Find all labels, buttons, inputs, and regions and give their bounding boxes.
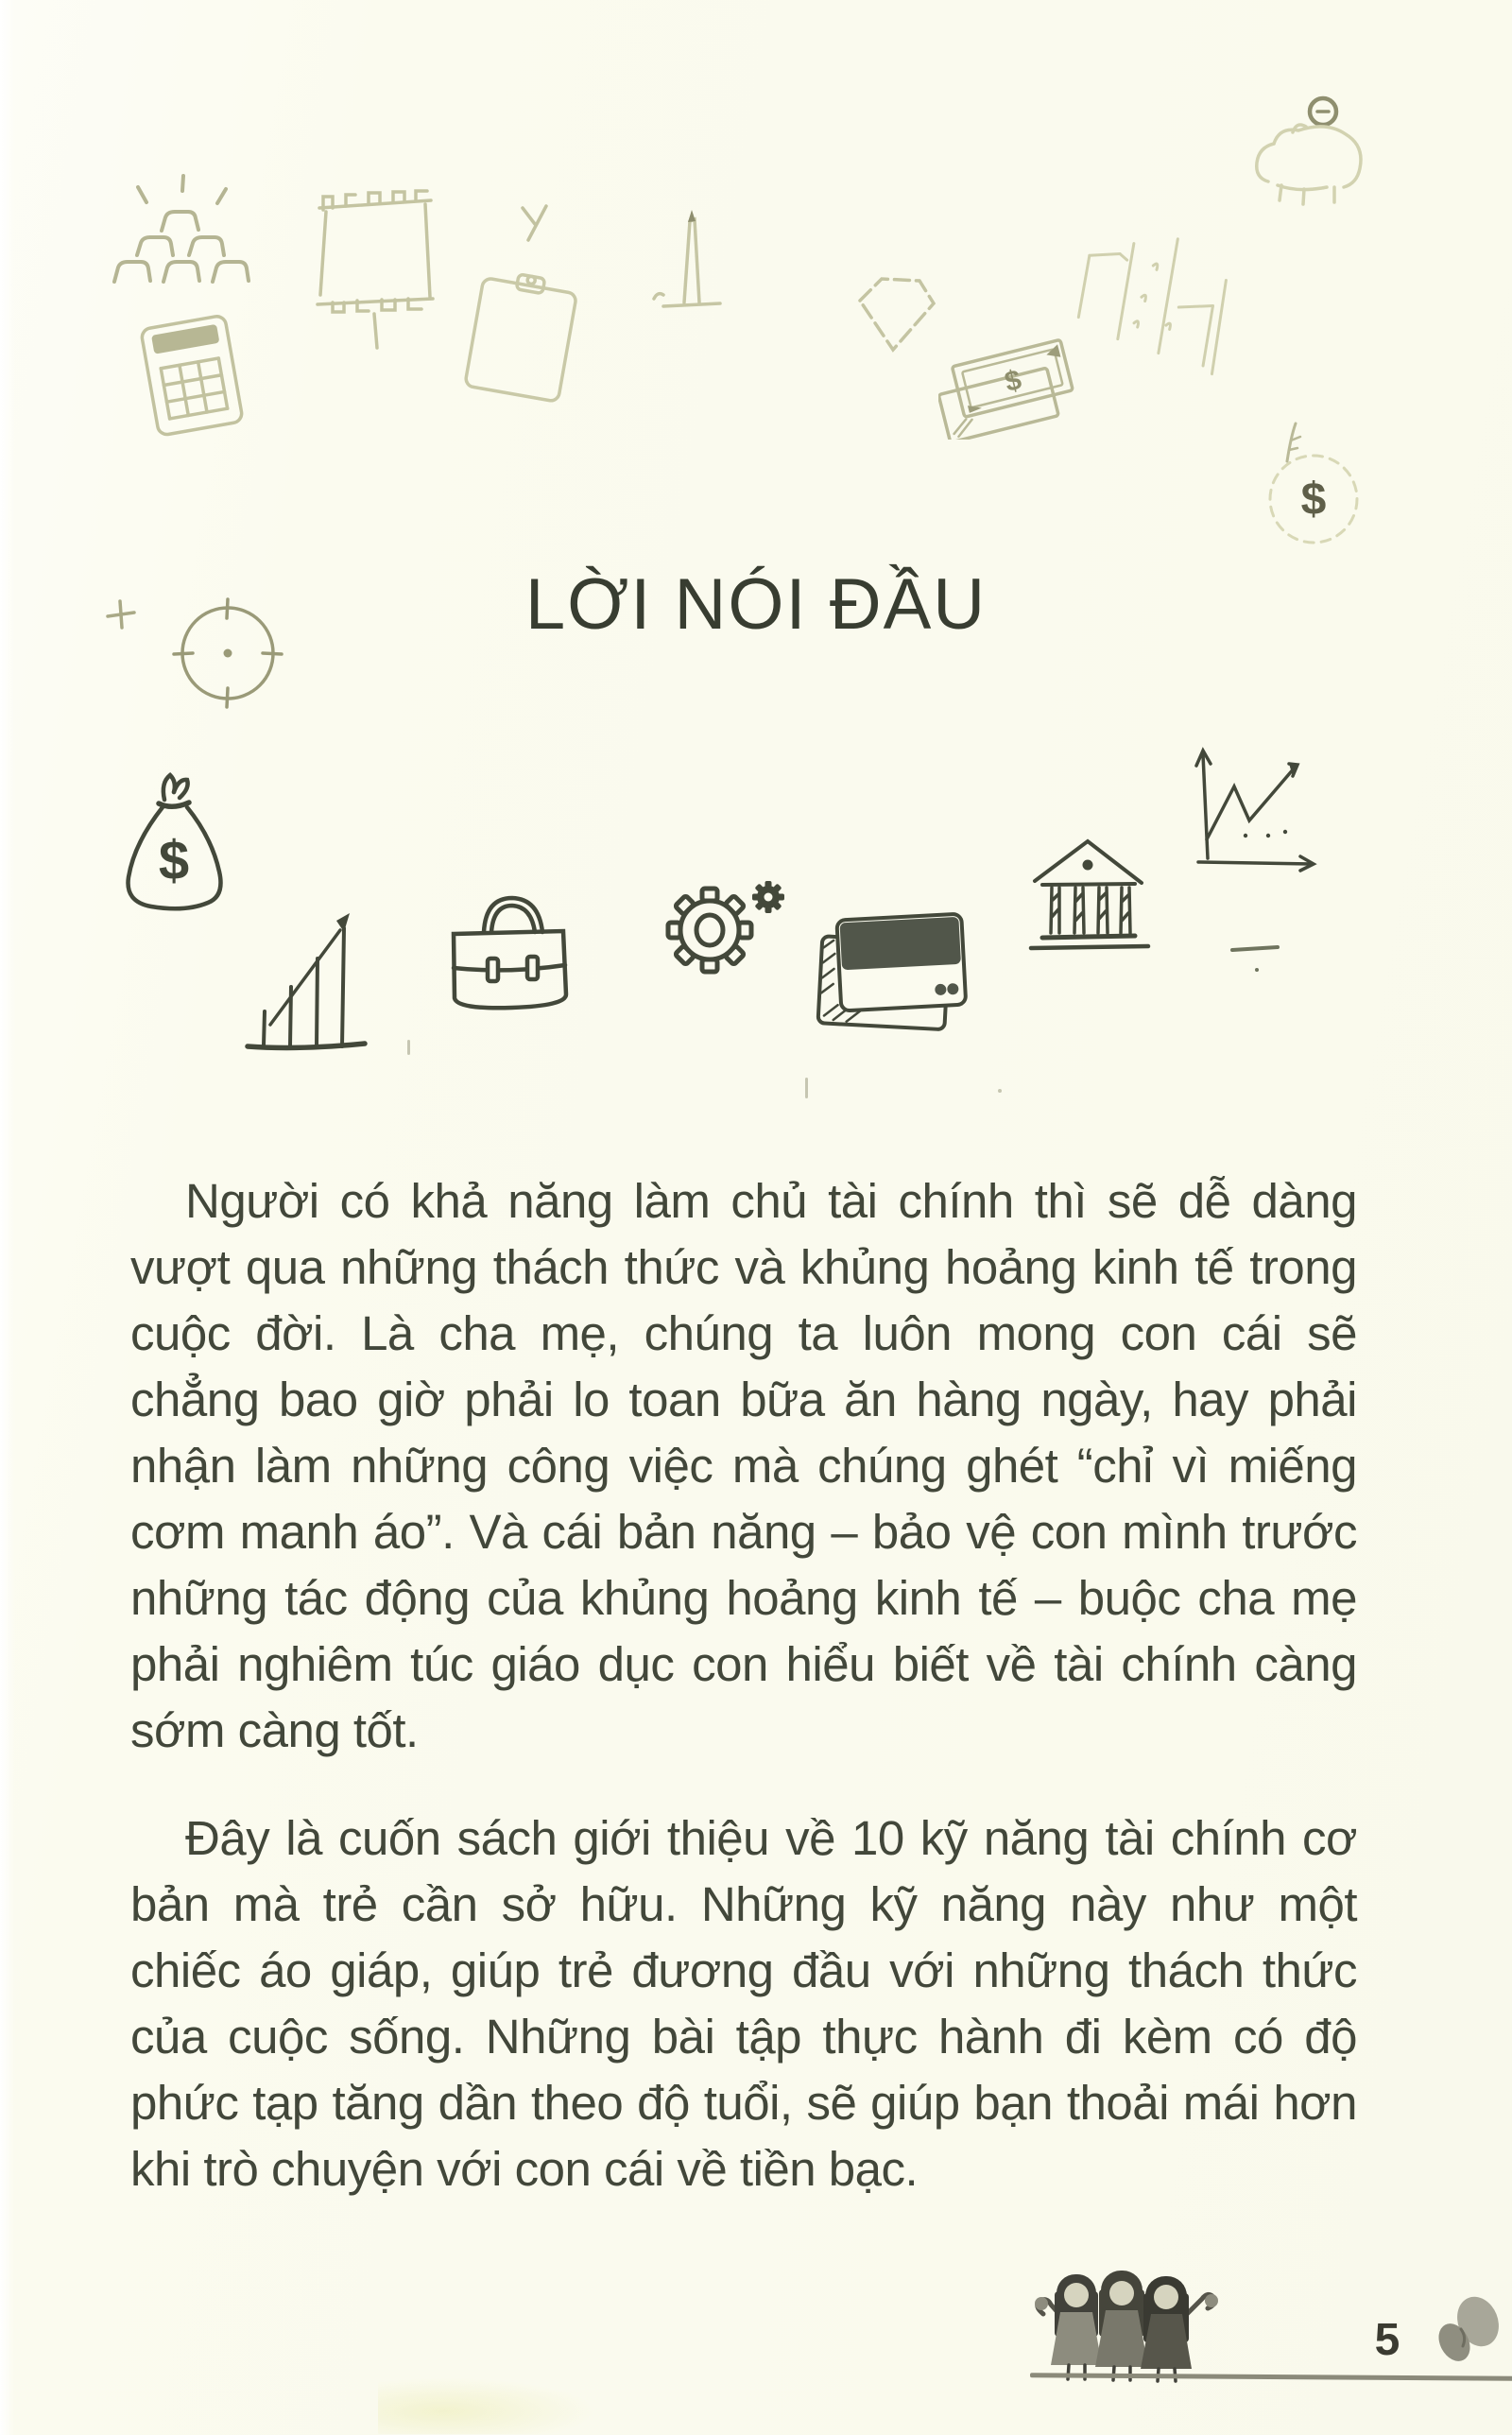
svg-text:$: $	[1002, 364, 1025, 399]
dash-icon	[1227, 941, 1287, 976]
credit-card-icon	[813, 909, 973, 1037]
growth-bars-icon	[242, 906, 374, 1055]
svg-text:$: $	[1300, 475, 1327, 525]
body-text	[130, 1168, 1357, 2244]
city-buildings-icon	[1070, 214, 1260, 382]
clipboard-icon	[452, 257, 596, 413]
paragraph-1: Người có khả năng làm chủ tài chính thì sẽ dễ dàng vượt qua những thách thức và khủng hoảng kinh tế trong cuộc đời. Là cha mẹ, chúng ta luôn mong con cái sẽ chẳng bao giờ phải lo toan bữa ăn hàng ngày, hay phải nhận làm những công việc mà chúng ghét “chỉ vì miếng cơm manh áo”. Và cái bản năng – bảo vệ con mình trước những tác động của khủng hoảng kinh tế – buộc cha mẹ phải nghiêm túc giáo dục con hiểu biết về tài chính càng sớm càng tốt.	[130, 1174, 1357, 1757]
check-mark-icon	[515, 202, 555, 244]
page-number: 5	[1374, 2315, 1400, 2365]
briefcase-icon	[440, 890, 577, 1023]
line-chart-icon	[1187, 743, 1324, 875]
scan-speck	[805, 1078, 808, 1098]
scan-speck	[998, 1089, 1002, 1093]
diamond-icon	[844, 272, 943, 355]
scan-speck	[407, 1040, 410, 1055]
gears-icon	[655, 872, 787, 980]
scan-edge-highlight	[0, 0, 15, 2435]
gold-bars-icon	[109, 172, 255, 290]
three-girls-icon	[1030, 2265, 1224, 2383]
page-title: LỜI NÓI ĐẦU	[524, 564, 988, 645]
bank-icon	[1023, 834, 1156, 957]
money-bag-icon	[112, 768, 239, 914]
banknotes-icon	[938, 336, 1080, 440]
obelisk-icon	[644, 206, 734, 319]
calculator-icon	[130, 305, 256, 444]
flip-chart-icon	[310, 187, 447, 353]
butterfly-icon	[1429, 2288, 1509, 2373]
scan-smudge	[378, 2377, 595, 2434]
dollar-coin-icon	[1244, 416, 1381, 553]
svg-text:$: $	[158, 830, 190, 891]
paragraph-2: Đây là cuốn sách giới thiệu về 10 kỹ năng tài chính cơ bản mà trẻ cần sở hữu. Những kỹ năng này như một chiếc áo giáp, giúp trẻ đương đầu với những thách thức của cuộc sống. Những bài tập thực hành đi kèm có độ phức tạp tăng dần theo độ tuổi, sẽ giúp bạn thoải mái hơn khi trò chuyện với con cái về tiền bạc.	[130, 1811, 1357, 2196]
piggy-bank-icon	[1236, 91, 1383, 218]
